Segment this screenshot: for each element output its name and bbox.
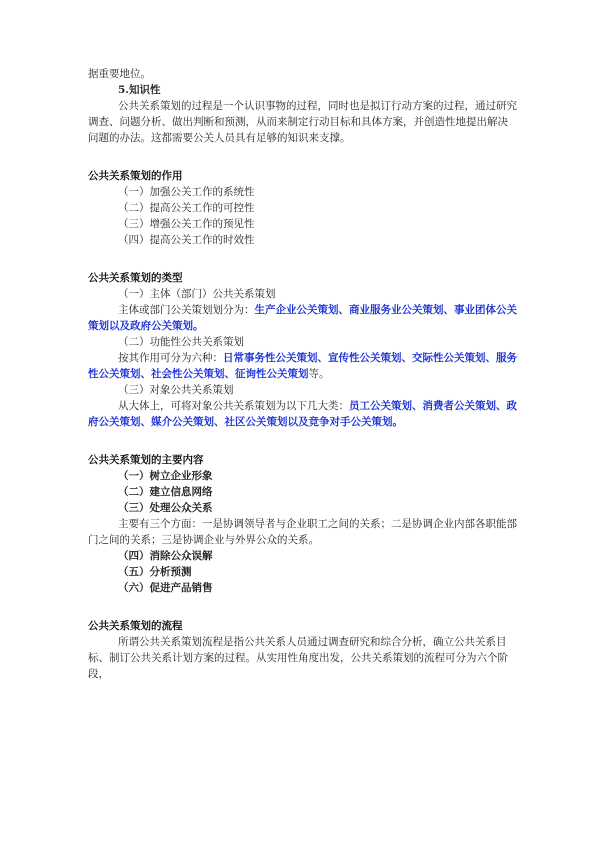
roles-item: （一）加强公关工作的系统性 xyxy=(118,186,255,198)
content-item-6: （六）促进产品销售 xyxy=(118,582,213,594)
section-5-text: 公共关系策划的过程是一个认识事物的过程，同时也是拟订行动方案的过程，通过研究调查、问题分析、做出判断和预测，从而来制定行动目标和具体方案，并创造性地提出解决问题的办法。这都需要公关人员具有足够的知识来支撑。 xyxy=(88,100,517,144)
document-page xyxy=(88,66,518,682)
roles-heading: 公共关系策划的作用 xyxy=(88,170,183,182)
type-1-highlight: 生产企业公关策划、商业服务业公关策划、事业团体公关策划以及政府公关策划。 xyxy=(88,304,517,332)
roles-item: （二）提高公关工作的可控性 xyxy=(118,202,255,214)
content-item-1: （一）树立企业形象 xyxy=(118,470,213,482)
type-3-text xyxy=(88,398,518,430)
content-item-5: （五）分析预测 xyxy=(118,566,192,578)
type-3-label: （三）对象公共关系策划 xyxy=(118,384,234,396)
process-text: 所谓公共关系策划流程是指公共关系人员通过调查研究和综合分析，确立公共关系目标、制订公共关系计划方案的过程。从实用性角度出发，公共关系策划的流程可分为六个阶段， xyxy=(88,636,508,680)
type-2-text xyxy=(88,350,518,382)
content-item-3-text: 主要有三个方面：一是协调领导者与企业职工之间的关系；二是协调企业内部各职能部门之间的关系；三是协调企业与外界公众的关系。 xyxy=(88,518,517,546)
type-2-intro: 按其作用可分为六种： xyxy=(118,352,223,364)
process-heading: 公共关系策划的流程 xyxy=(88,620,183,632)
type-1-intro: 主体或部门公关策划划分为： xyxy=(118,304,255,316)
type-1-label: （一）主体（部门）公共关系策划 xyxy=(118,288,276,300)
contents-heading: 公共关系策划的主要内容 xyxy=(88,454,204,466)
type-1-text xyxy=(88,302,518,334)
content-item-4: （四）消除公众误解 xyxy=(118,550,213,562)
type-2-tail: 等。 xyxy=(308,368,330,380)
type-2-label: （二）功能性公共关系策划 xyxy=(118,336,244,348)
intro-tail: 据重要地位。 xyxy=(88,68,151,80)
content-item-2: （二）建立信息网络 xyxy=(118,486,213,498)
roles-item: （三）增强公关工作的预见性 xyxy=(118,218,255,230)
section-5-label: 5.知识性 xyxy=(118,84,161,96)
type-3-highlight: 员工公关策划、消费者公关策划、政府公关策划、媒介公关策划、社区公关策划以及竞争对手公关策划。 xyxy=(88,400,517,428)
roles-item: （四）提高公关工作的时效性 xyxy=(118,234,255,246)
type-3-intro: 从大体上，可将对象公共关系策划为以下几大类： xyxy=(118,400,349,412)
types-heading: 公共关系策划的类型 xyxy=(88,272,183,284)
content-item-3: （三）处理公众关系 xyxy=(118,502,213,514)
type-2-highlight: 日常事务性公关策划、宣传性公关策划、交际性公关策划、服务性公关策划、社会性公关策划、征询性公关策划 xyxy=(88,352,517,380)
